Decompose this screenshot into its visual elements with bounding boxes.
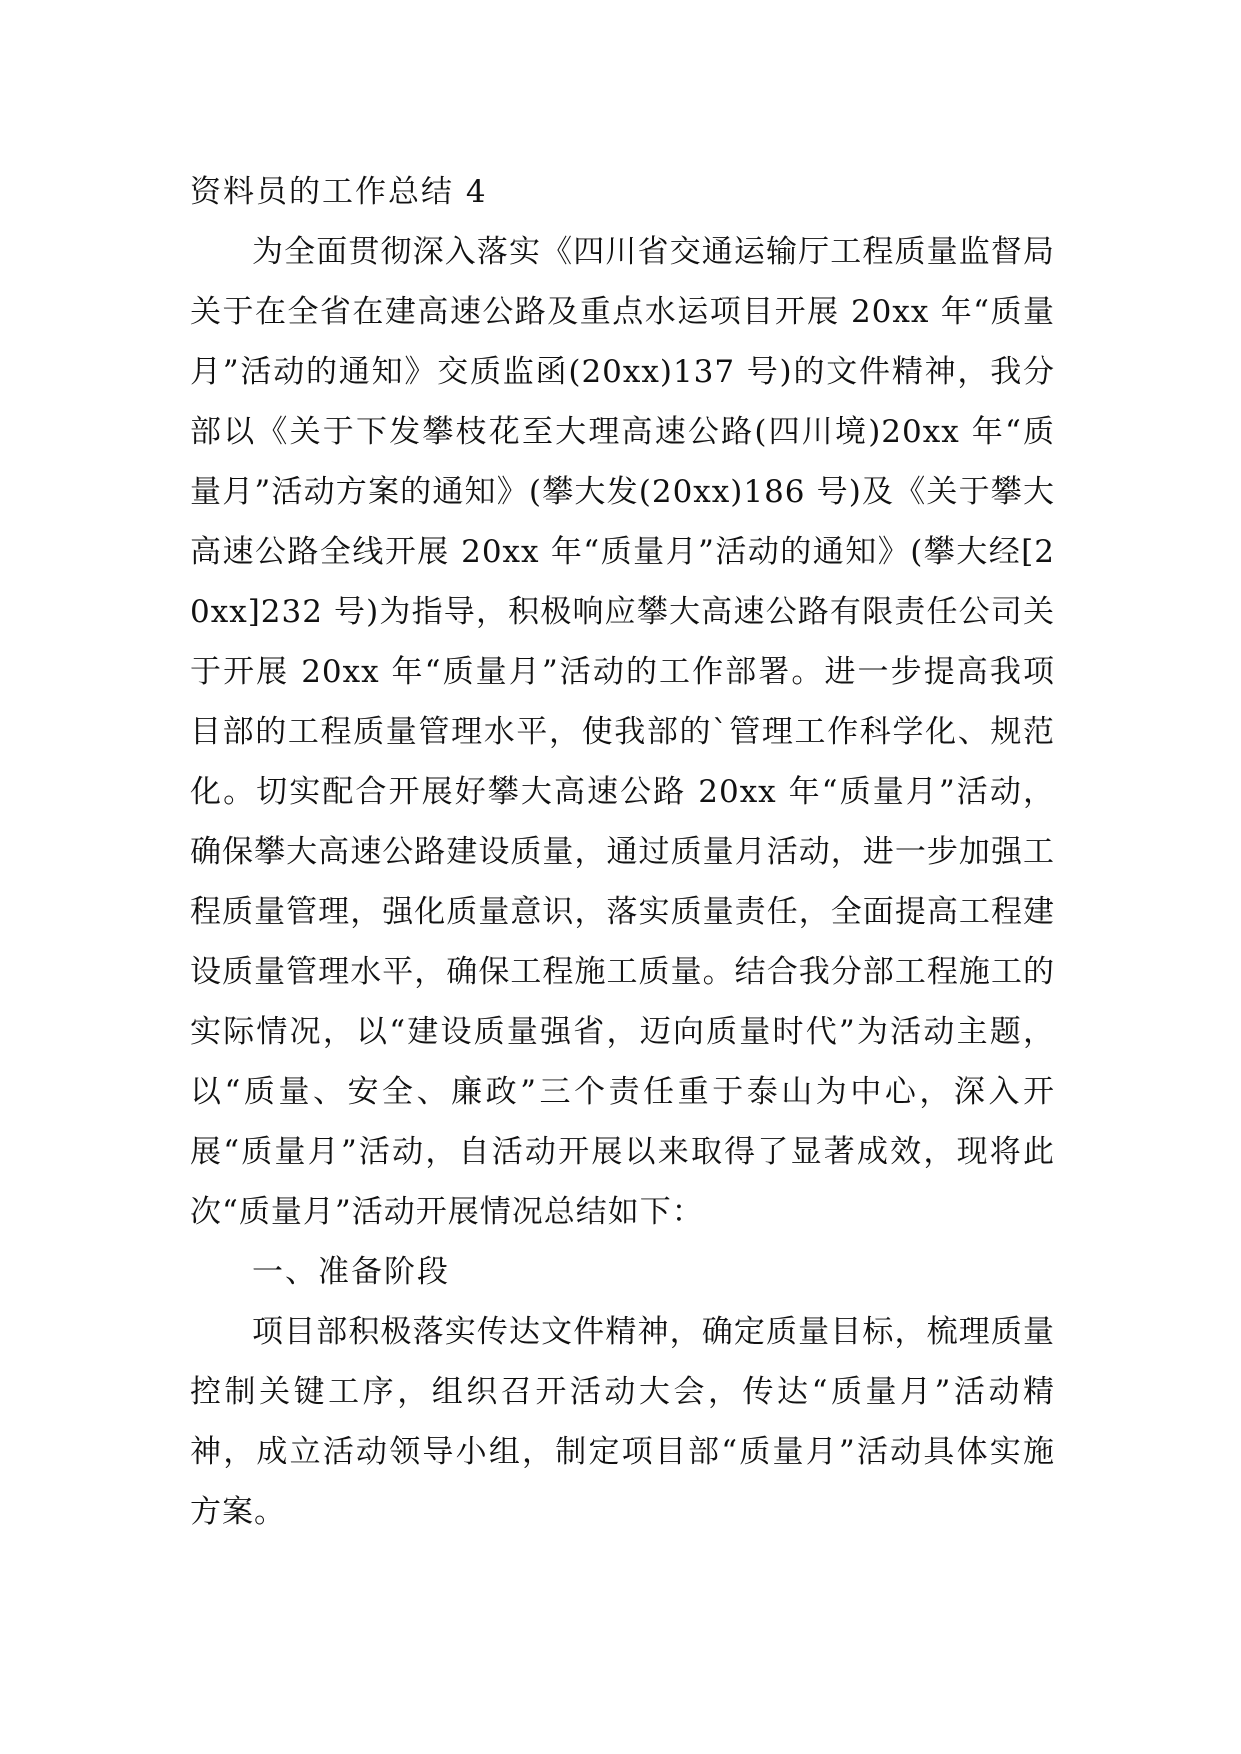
document-title: 资料员的工作总结 4 [190,174,488,210]
intro-paragraph: 为全面贯彻深入落实《四川省交通运输厅工程质量监督局关于在全省在建高速公路及重点水运项目开展 20xx 年“质量月”活动的通知》交质监函(20xx)137 号)的文件精神，我分部以《关于下发攀枝花至大理高速公路(四川境)20xx 年“质量月”活动方案的通知》(攀大发(20xx)186 号)及《关于攀大高速公路全线开展 20xx 年“质量月”活动的通知》(攀大经[20xx]232 号)为指导，积极响应攀大高速公路有限责任公司关于开展 20xx 年“质量月”活动的工作部署。进一步提高我项目部的工程质量管理水平，使我部的`管理工作科学化、规范化。切实配合开展好攀大高速公路 20xx 年“质量月”活动，确保攀大高速公路建设质量，通过质量月活动，进一步加强工程质量管理，强化质量意识，落实质量责任，全面提高工程建设质量管理水平，确保工程施工质量。结合我分部工程施工的实际情况，以“建设质量强省，迈向质量时代”为活动主题，以“质量、安全、廉政”三个责任重于泰山为中心，深入开展“质量月”活动，自活动开展以来取得了显著成效，现将此次“质量月”活动开展情况总结如下： [190,234,1055,1230]
document-body [190,162,1055,1542]
section-heading-preparation: 一、准备阶段 [252,1254,450,1290]
preparation-paragraph: 项目部积极落实传达文件精神，确定质量目标，梳理质量控制关键工序，组织召开活动大会，传达“质量月”活动精神，成立活动领导小组，制定项目部“质量月”活动具体实施方案。 [190,1314,1055,1530]
